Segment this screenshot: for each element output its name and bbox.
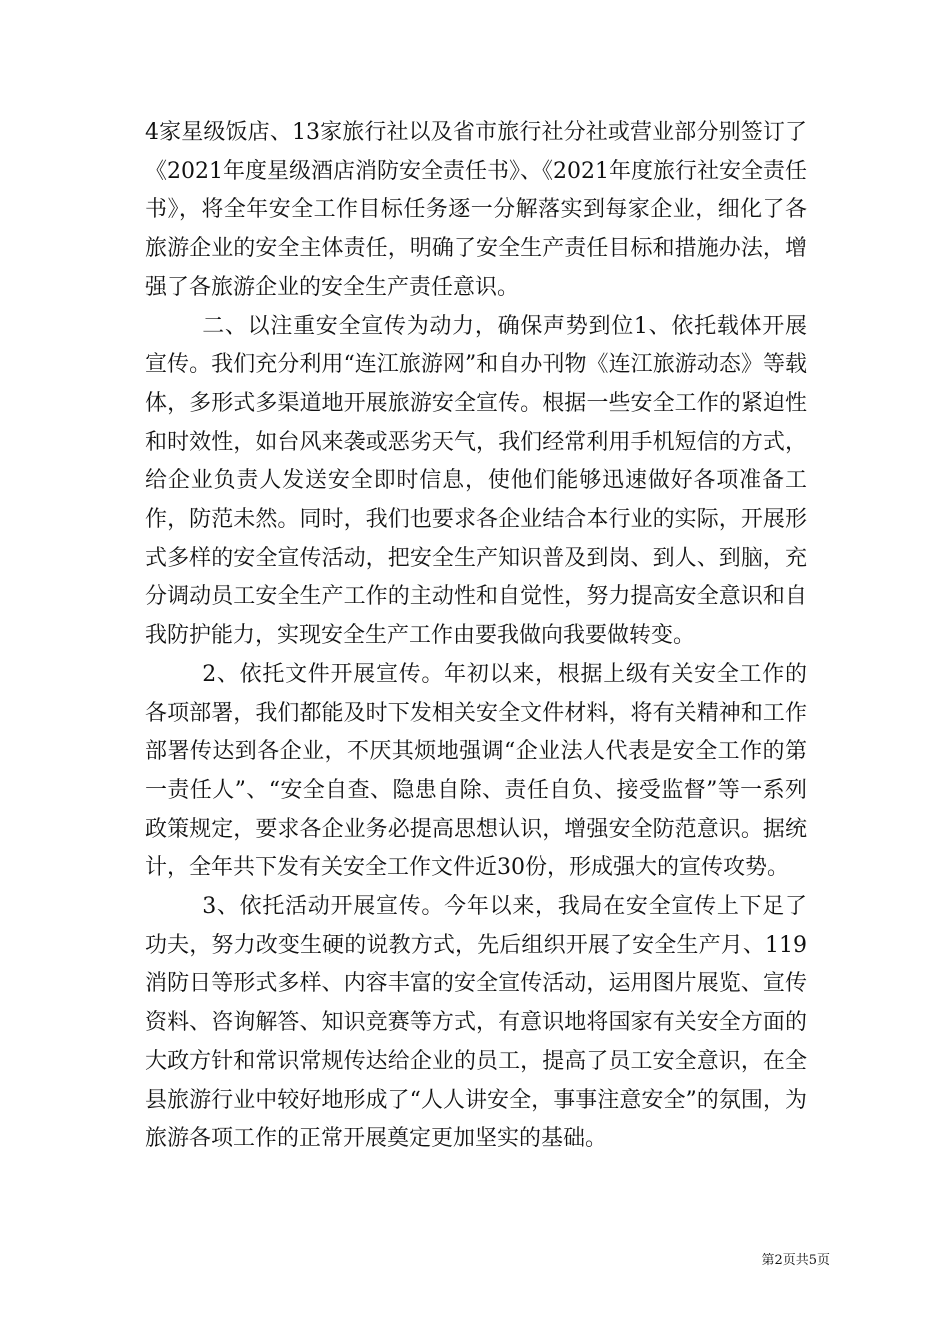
paragraph-continuation: 4家星级饭店、13家旅行社以及省市旅行社分社或营业部分别签订了《2021年度星级酒店消防安全责任书》、《2021年度旅行社安全责任书》，将全年安全工作目标任务逐一分解落实到每家企业，细化了各旅游企业的安全主体责任，明确了安全生产责任目标和措施办法，增强了各旅游企业的安全生产责任意识。 xyxy=(145,120,807,300)
paragraph-section-two: 二、以注重安全宣传为动力，确保声势到位1、依托载体开展宣传。我们充分利用“连江旅游网”和自办刊物《连江旅游动态》等载体，多形式多渠道地开展旅游安全宣传。根据一些安全工作的紧迫性和时效性，如台风来袭或恶劣天气，我们经常利用手机短信的方式，给企业负责人发送安全即时信息，使他们能够迅速做好各项准备工作，防范未然。同时，我们也要求各企业结合本行业的实际，开展形式多样的安全宣传活动，把安全生产知识普及到岗、到人、到脑，充分调动员工安全生产工作的主动性和自觉性，努力提高安全意识和自我防护能力，实现安全生产工作由要我做向我要做转变。 xyxy=(145,313,807,649)
page-number-footer: 第2页共5页 xyxy=(761,1253,830,1268)
document-body xyxy=(145,114,807,1159)
paragraph-item-two: 2、依托文件开展宣传。年初以来，根据上级有关安全工作的各项部署，我们都能及时下发相关安全文件材料，将有关精神和工作部署传达到各企业，不厌其烦地强调“企业法人代表是安全工作的第一责任人”、“安全自查、隐患自除、责任自负、接受监督”等一系列政策规定，要求各企业务必提高思想认识，增强安全防范意识。据统计，全年共下发有关安全工作文件近30份，形成强大的宣传攻势。 xyxy=(145,661,807,881)
paragraph-item-three: 3、依托活动开展宣传。今年以来，我局在安全宣传上下足了功夫，努力改变生硬的说教方式，先后组织开展了安全生产月、119消防日等形式多样、内容丰富的安全宣传活动，运用图片展览、宣传资料、咨询解答、知识竞赛等方式，有意识地将国家有关安全方面的大政方针和常识常规传达给企业的员工，提高了员工安全意识，在全县旅游行业中较好地形成了“人人讲安全，事事注意安全”的氛围，为旅游各项工作的正常开展奠定更加坚实的基础。 xyxy=(145,894,807,1152)
